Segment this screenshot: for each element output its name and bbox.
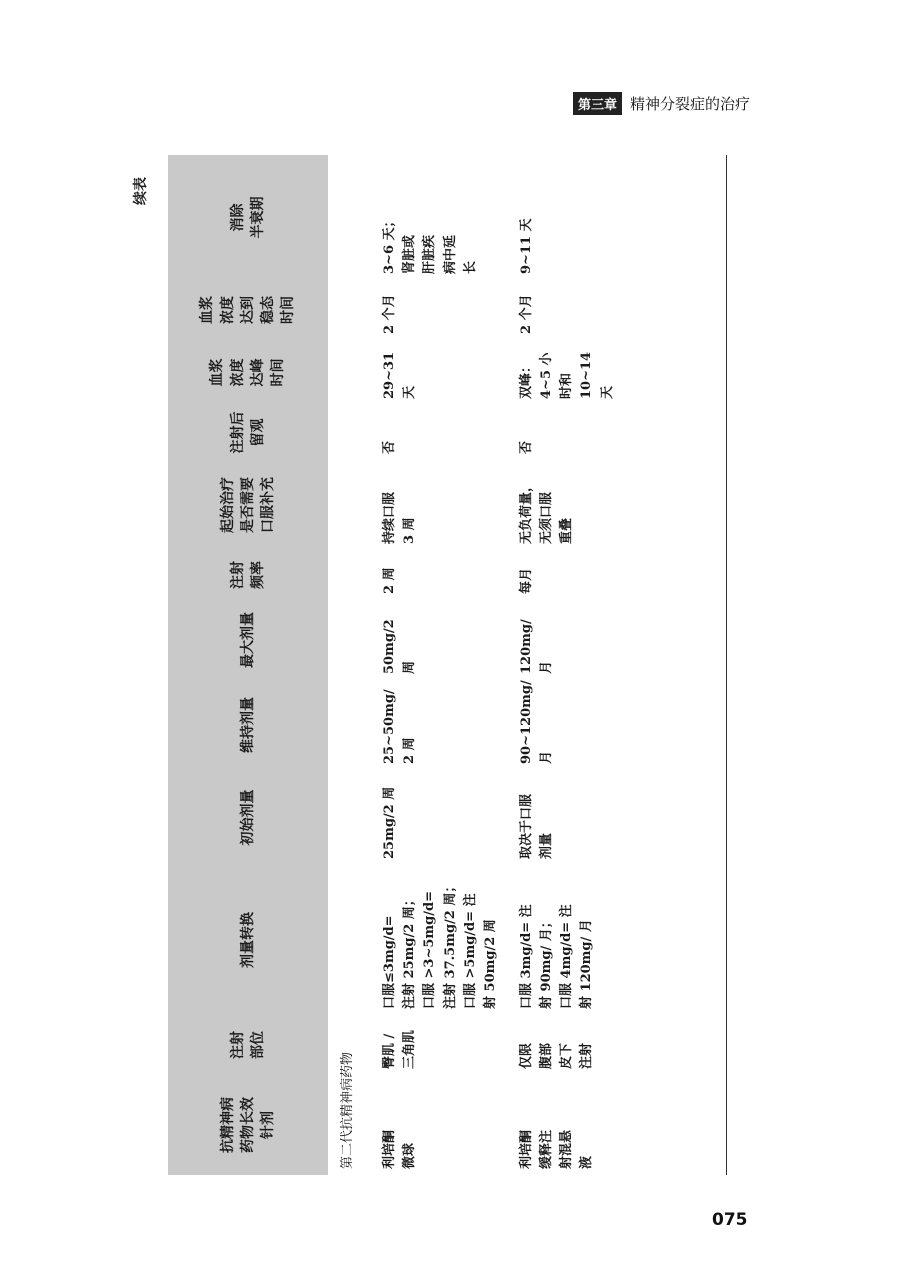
table-cell: 2 个月 <box>518 294 534 334</box>
table-cell: 持续口服 3 周 <box>382 491 418 544</box>
chapter-badge: 第三章 <box>573 92 622 115</box>
col-header: 注射后 留观 <box>229 411 266 454</box>
col-header: 最大剂量 <box>239 612 256 668</box>
col-header: 血浆 浓度 达峰 时间 <box>209 358 287 387</box>
running-header <box>573 92 750 115</box>
table-cell: 仅限 腹部 皮下 注射 <box>518 1042 595 1069</box>
table-row <box>509 155 626 1175</box>
col-header: 注射 频率 <box>229 561 266 589</box>
table-cell: 120mg/ 月 <box>518 619 555 674</box>
drug-table <box>168 155 626 1175</box>
table-cell: 双峰： 4~5 小 时和 10~14 天 <box>518 351 615 399</box>
section-row <box>328 155 372 1175</box>
section-label: 第二代抗精神病药物 <box>340 1051 355 1169</box>
table-cell: 口服 3mg/d= 注 射 90mg/ 月； 口服 4mg/d= 注 射 120mg/ 月 <box>518 904 595 1009</box>
table-cell: 否 <box>518 440 534 454</box>
table-cell: 臀肌 / 三角肌 <box>382 1029 418 1069</box>
col-header: 维持剂量 <box>239 697 256 753</box>
table-frame <box>133 155 728 1175</box>
table-cell: 3~6 天； 肾脏或 肝脏疾 病中延 长 <box>382 214 478 274</box>
col-header: 起始治疗 是否需要 口服补充 <box>219 477 277 533</box>
table-cell: 90~120mg/ 月 <box>518 680 555 764</box>
continued-label: 续表 <box>133 177 149 205</box>
col-header: 血浆 浓度 达到 稳态 时间 <box>199 296 297 324</box>
col-header: 初始剂量 <box>239 789 256 846</box>
col-header: 消除 半衰期 <box>229 196 266 239</box>
page-number: 075 <box>712 1210 748 1230</box>
table-cell: 25~50mg/ 2 周 <box>382 689 418 764</box>
col-header: 抗精神病 药物长效 针剂 <box>219 1097 277 1153</box>
col-header: 注射 部位 <box>229 1031 266 1059</box>
rotated-table-area <box>133 155 728 1175</box>
table-row <box>372 155 509 1175</box>
col-header: 剂量转换 <box>239 912 256 968</box>
table-cell: 利培酮 缓释注 射混悬 液 <box>518 1129 595 1169</box>
table-cell: 否 <box>382 440 398 454</box>
table-cell: 取决于口服 剂量 <box>518 793 555 859</box>
table-cell: 利培酮 微球 <box>382 1129 418 1169</box>
chapter-title: 精神分裂症的治疗 <box>629 95 750 113</box>
table-cell: 2 个月 <box>382 294 398 334</box>
table-cell: 9~11 天 <box>518 218 534 274</box>
table-cell: 25mg/2 周 <box>382 786 398 859</box>
table-cell: 无负荷量， 无须口服 重叠 <box>518 478 575 544</box>
table-cell: 29~31 天 <box>382 351 418 399</box>
table-header-row <box>168 155 328 1175</box>
table-bottom-rule <box>726 155 727 1175</box>
table-cell: 2 周 <box>382 567 398 594</box>
table-cell: 口服≤3mg/d= 注射 25mg/2 周； 口服 >3~5mg/d= 注射 37.5mg/2 周； 口服 >5mg/d= 注 射 50mg/2 周 <box>382 879 498 1009</box>
table-cell: 50mg/2 周 <box>382 619 418 674</box>
table-cell: 每月 <box>518 567 534 594</box>
